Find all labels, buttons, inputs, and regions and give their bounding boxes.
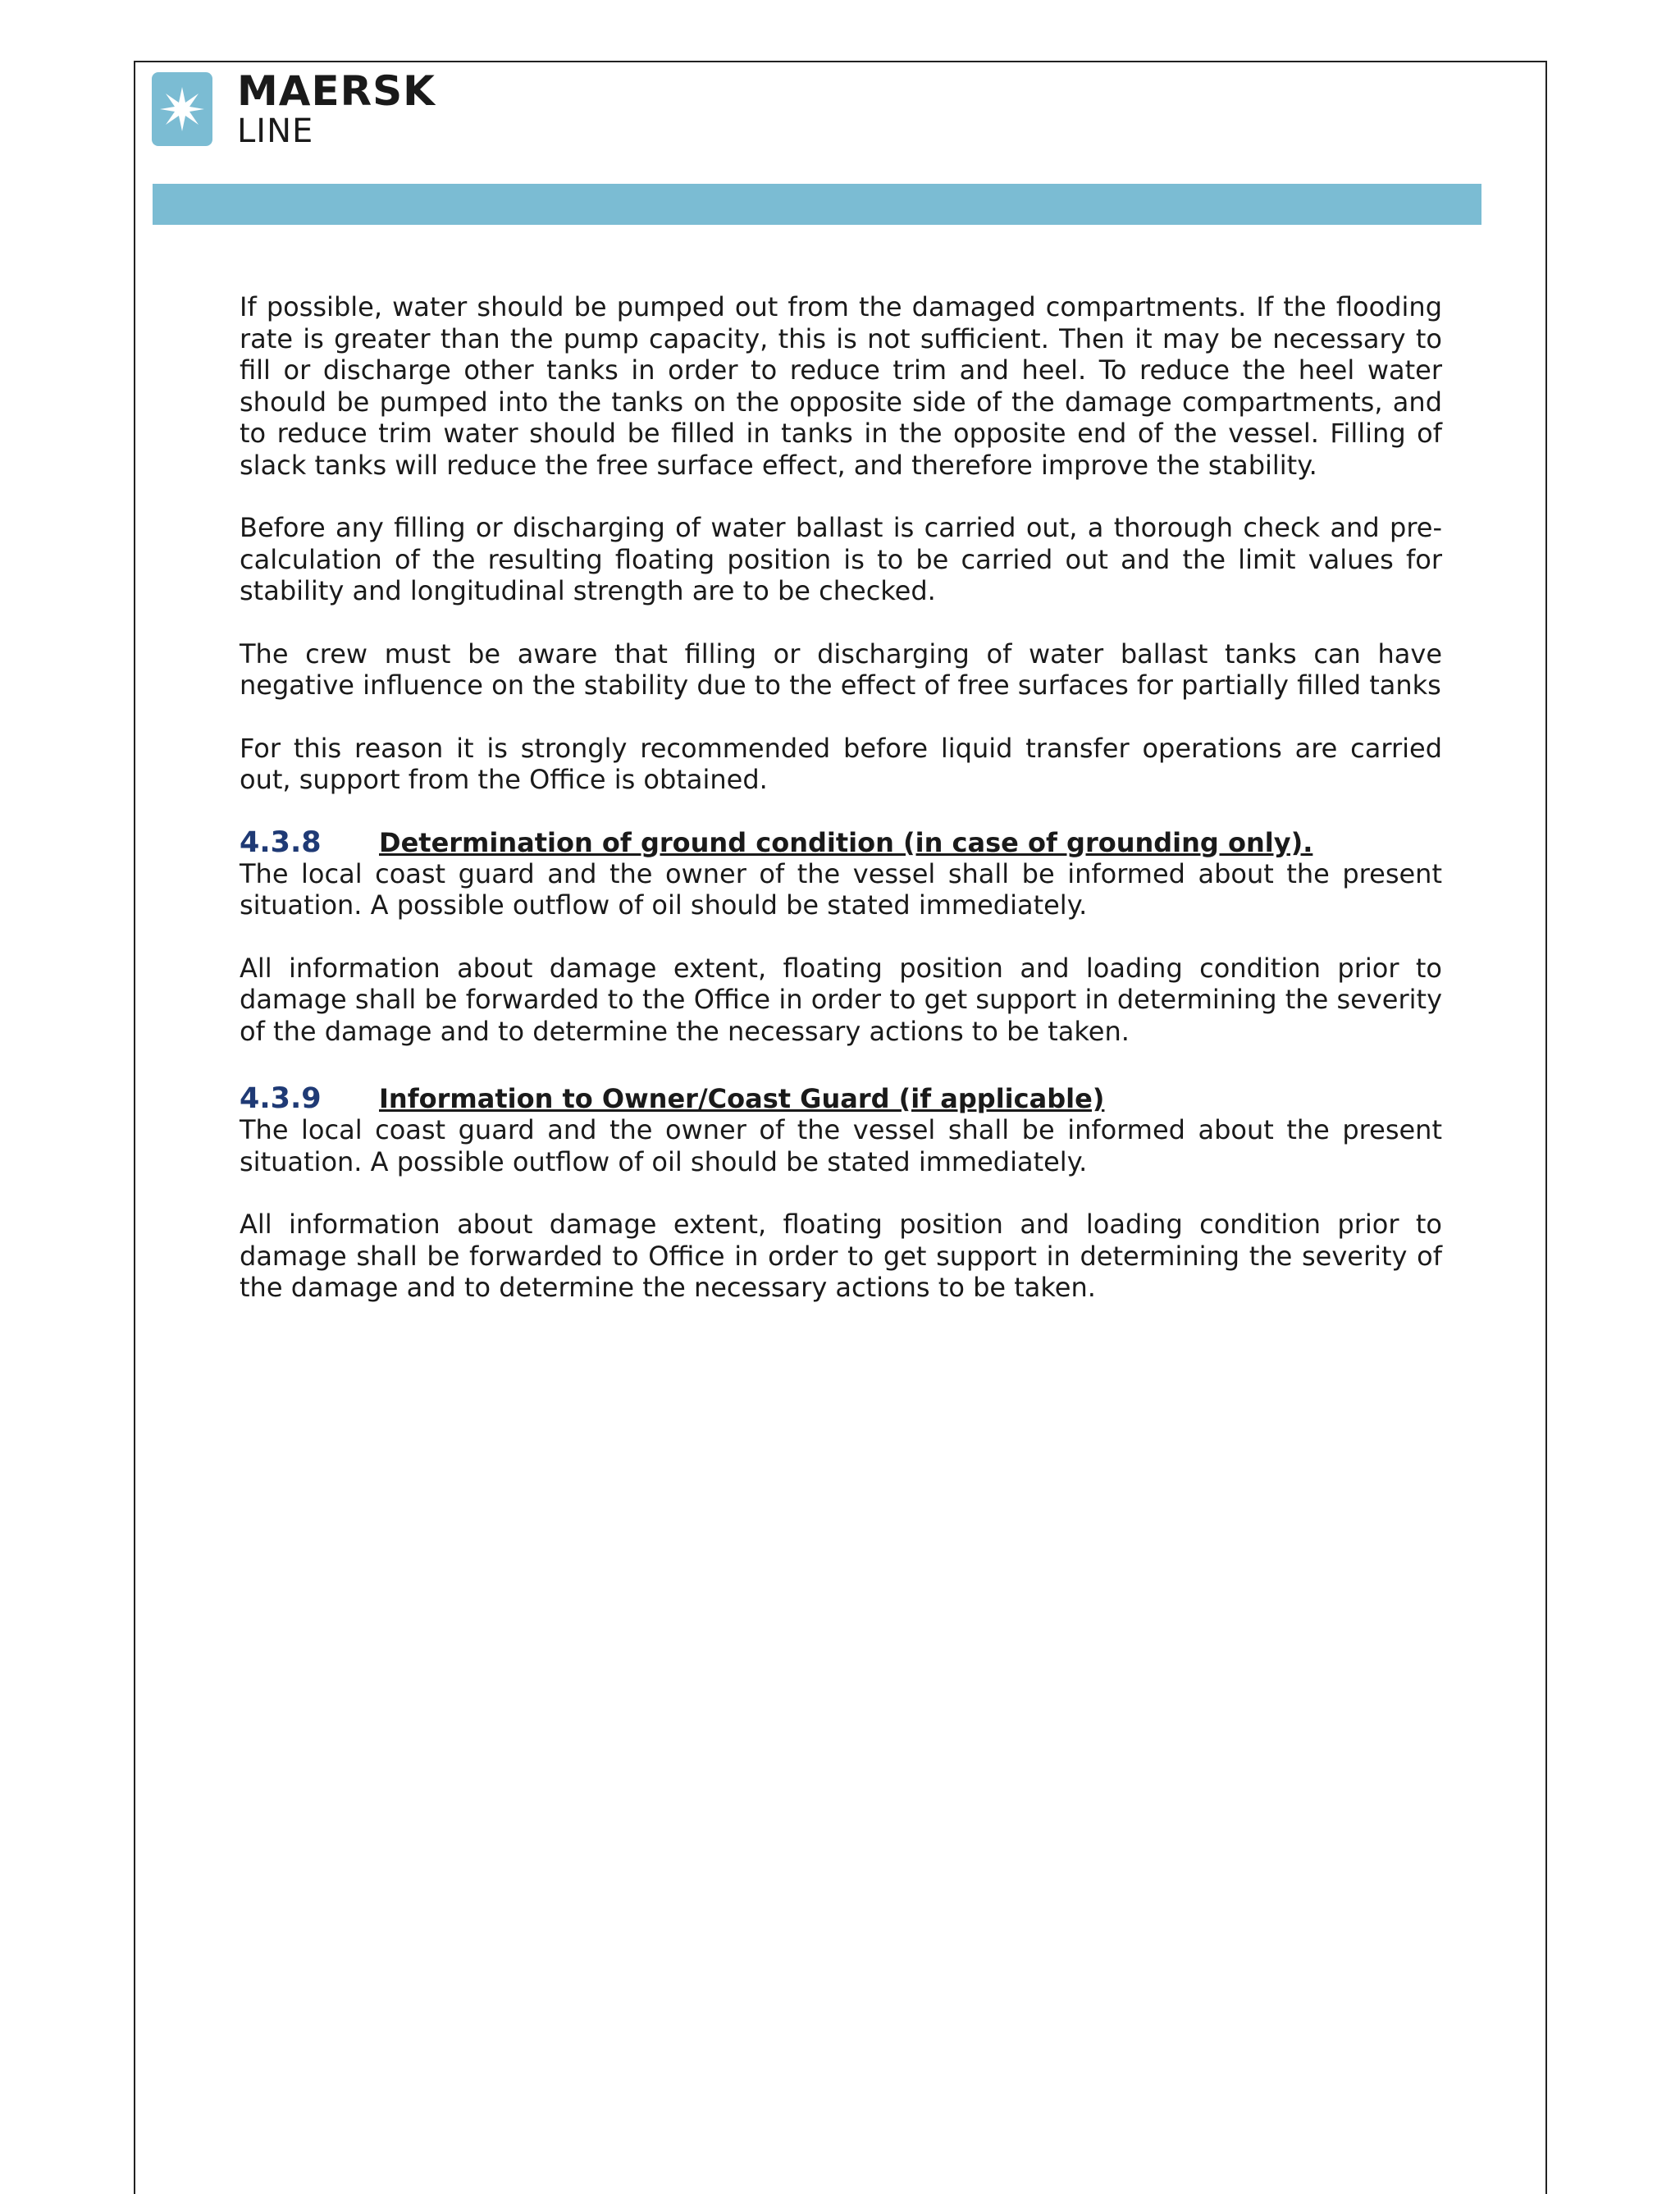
paragraph-precalculation: Before any filling or discharging of water ballast is carried out, a thorough check and pre-calculation of the resulting floating position is to be carried out and the limit values for stability and longitudinal strength are to be checked. [240,512,1442,606]
section-paragraph: The local coast guard and the owner of the vessel shall be informed about the present situation. A possible outflow of oil should be stated immediately. [240,1114,1442,1177]
paragraph-office-support: For this reason it is strongly recommended before liquid transfer operations are carried out, support from the Office is obtained. [240,732,1442,795]
section-number: 4.3.9 [240,1082,322,1115]
section-heading-4-3-9 [240,1083,1442,1114]
logo-line1: MAERSK [237,67,436,115]
logo-line2: LINE [237,112,314,150]
paragraph-free-surface-warning: The crew must be aware that filling or discharging of water ballast tanks can have negative influence on the stability due to the effect of free surfaces for partially filled tanks [240,638,1442,701]
maersk-line-logo [152,67,436,150]
section-heading-4-3-8 [240,827,1442,858]
section-paragraph: All information about damage extent, floating position and loading condition prior to damage shall be forwarded to Office in order to get support in determining the severity of the damage and to determine the necessary actions to be taken. [240,1209,1442,1303]
section-number: 4.3.8 [240,825,322,859]
star-logo-icon [152,72,212,146]
paragraph-pumping: If possible, water should be pumped out from the damaged compartments. If the flooding rate is greater than the pump capacity, this is not sufficient. Then it may be necessary to fill or discharge other tanks in order to reduce trim and heel. To reduce the heel water should be pumped into the tanks on the opposite side of the damage compartments, and to reduce trim water should be filled in tanks in the opposite end of the vessel. Filling of slack tanks will reduce the free surface effect, and therefore improve the stability. [240,291,1442,481]
document-body [240,291,1442,1335]
section-paragraph: All information about damage extent, floating position and loading condition prior to damage shall be forwarded to the Office in order to get support in determining the severity of the damage and to determine the necessary actions to be taken. [240,952,1442,1047]
logo-text [237,67,436,150]
section-title: Determination of ground condition (in case of grounding only). [379,826,1313,858]
section-title: Information to Owner/Coast Guard (if applicable) [379,1083,1105,1114]
header-band [153,184,1481,225]
section-paragraph: The local coast guard and the owner of the vessel shall be informed about the present situation. A possible outflow of oil should be stated immediately. [240,857,1442,921]
